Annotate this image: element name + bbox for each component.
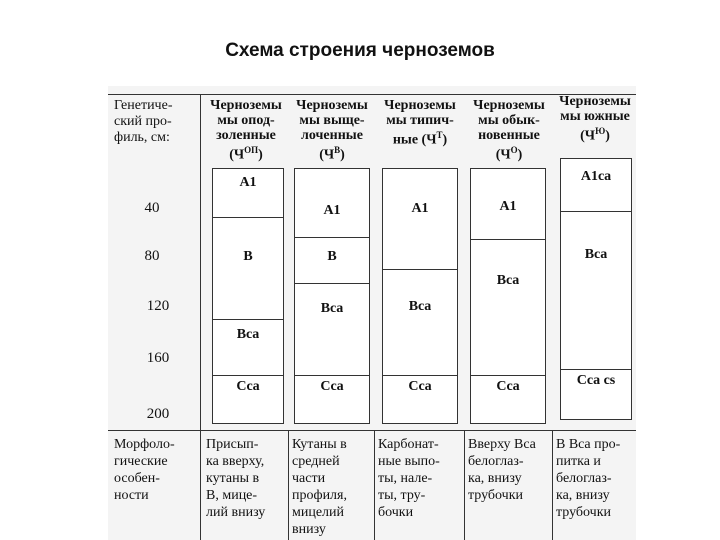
- desc-line: части: [292, 471, 326, 486]
- morphology-row-label: [114, 436, 175, 504]
- horizon-label: Cca: [236, 379, 260, 394]
- col-rule-2: [374, 430, 375, 540]
- horizon-boundary: [295, 237, 369, 238]
- desc-line: Вверху Bca: [468, 437, 536, 452]
- horizon-label: Bca: [236, 327, 260, 342]
- desc-line: средней: [292, 454, 340, 469]
- col-header-southern: [554, 94, 636, 144]
- horizon-boundary: [295, 283, 369, 284]
- col-header-leached: [290, 98, 374, 163]
- col-header-line: лоченные: [301, 128, 363, 143]
- axis-header: [114, 98, 172, 146]
- horizon-label: A1: [499, 199, 517, 214]
- horizon-boundary: [383, 375, 457, 376]
- horizon-label: Bca: [584, 247, 608, 262]
- profile-typical: [382, 168, 458, 424]
- horizon-label: Cca: [496, 379, 520, 394]
- depth-label: 120: [146, 298, 170, 314]
- col-rule-3: [464, 430, 465, 540]
- col-header-line: новенные: [478, 128, 540, 143]
- desc-line: ка, внизу: [556, 488, 610, 503]
- col-header-podzolized: [204, 98, 288, 163]
- desc-line: ные выпо-: [378, 454, 440, 469]
- slide-title: Схема строения черноземов: [225, 40, 495, 61]
- horizon-boundary: [213, 375, 283, 376]
- depth-label: 160: [146, 350, 170, 366]
- desc-line: ка вверху,: [206, 454, 265, 469]
- horizon-boundary: [471, 375, 545, 376]
- horizon-label: A1: [239, 175, 257, 190]
- profile-scheme-table: [108, 86, 636, 540]
- horizon-label: B: [327, 249, 337, 264]
- horizon-label: A1: [411, 201, 429, 216]
- horizon-boundary: [471, 239, 545, 240]
- desc-line: Присып-: [206, 437, 259, 452]
- desc-line: В Bca про-: [556, 437, 621, 452]
- horizon-boundary: [213, 217, 283, 218]
- desc-line: бочки: [378, 505, 414, 520]
- row-label-line: особен-: [114, 471, 160, 486]
- desc-line: Кутаны в: [292, 437, 347, 452]
- horizon-boundary: [383, 269, 457, 270]
- col-header-line: мы опод-: [217, 113, 275, 128]
- horizon-boundary: [561, 211, 631, 212]
- horizon-boundary: [213, 319, 283, 320]
- desc-line: белоглаз-: [468, 454, 524, 469]
- desc-line: ты, нале-: [378, 471, 433, 486]
- col-rule-1: [288, 430, 289, 540]
- desc-typical: [378, 436, 440, 521]
- desc-line: профиля,: [292, 488, 347, 503]
- horizon-label: A1: [323, 203, 341, 218]
- col-header-line: мы выще-: [299, 113, 365, 128]
- col-header-code: $(Ч^Ю)$: [580, 126, 610, 144]
- col-rule-4: [552, 430, 553, 540]
- desc-line: В, мице-: [206, 488, 258, 503]
- desc-line: трубочки: [468, 488, 524, 503]
- profile-ordinary: [470, 168, 546, 424]
- horizon-label: Bca: [408, 299, 432, 314]
- horizon-label: Cca cs: [576, 373, 616, 388]
- col-header-line: мы южные: [560, 109, 630, 124]
- horizon-label: B: [243, 249, 253, 264]
- horizon-boundary: [561, 369, 631, 370]
- col-header-line: Черноземы: [473, 98, 545, 113]
- desc-line: мицелий: [292, 505, 345, 520]
- row-label-line: гические: [114, 454, 168, 469]
- axis-header-line: Генетиче-: [114, 98, 173, 113]
- col-header-line: мы типич-: [386, 113, 454, 128]
- col-header-code: $(Ч^{ОП})$: [229, 145, 263, 163]
- desc-line: питка и: [556, 454, 601, 469]
- axis-header-line: ский про-: [114, 114, 172, 129]
- depth-label: 200: [146, 406, 170, 422]
- col-header-line: Черноземы: [559, 94, 631, 109]
- col-header-code: $(Ч^В)$: [319, 145, 345, 163]
- col-header-line: Черноземы: [384, 98, 456, 113]
- horizon-label: A1ca: [580, 169, 612, 184]
- desc-podzolized: [206, 436, 265, 521]
- row-label-line: ности: [114, 488, 149, 503]
- desc-line: ка, внизу: [468, 471, 522, 486]
- col-header-typical: [378, 98, 462, 148]
- horizon-label: Cca: [320, 379, 344, 394]
- axis-header-line: филь, см:: [114, 130, 170, 145]
- col-header-code: $(Ч^О)$: [495, 145, 523, 163]
- col-header-ordinary: [466, 98, 552, 163]
- profile-southern: [560, 158, 632, 420]
- horizon-label: Cca: [408, 379, 432, 394]
- horizon-label: Bca: [496, 273, 520, 288]
- desc-line: ты, тру-: [378, 488, 426, 503]
- col-header-line: мы обык-: [478, 113, 540, 128]
- desc-line: кутаны в: [206, 471, 260, 486]
- desc-line: Карбонат-: [378, 437, 439, 452]
- profile-podzolized: [212, 168, 284, 424]
- col-header-code: ные $(Ч^Т)$: [392, 130, 448, 148]
- profile-leached: [294, 168, 370, 424]
- depth-label: 80: [144, 248, 160, 264]
- desc-ordinary: [468, 436, 536, 504]
- desc-leached: [292, 436, 347, 538]
- desc-line: белоглаз-: [556, 471, 612, 486]
- horizon-label: Bca: [320, 301, 344, 316]
- desc-southern: [556, 436, 620, 521]
- horizon-boundary: [295, 375, 369, 376]
- col-header-line: золенные: [216, 128, 276, 143]
- desc-line: лий внизу: [206, 505, 266, 520]
- desc-line: внизу: [292, 522, 326, 537]
- row-label-line: Морфоло-: [114, 437, 175, 452]
- desc-line: трубочки: [556, 505, 612, 520]
- col-header-line: Черноземы: [296, 98, 368, 113]
- col-header-line: Черноземы: [210, 98, 282, 113]
- description-top-rule: [108, 430, 636, 431]
- depth-label: 40: [144, 200, 160, 216]
- axis-column-rule: [200, 94, 201, 540]
